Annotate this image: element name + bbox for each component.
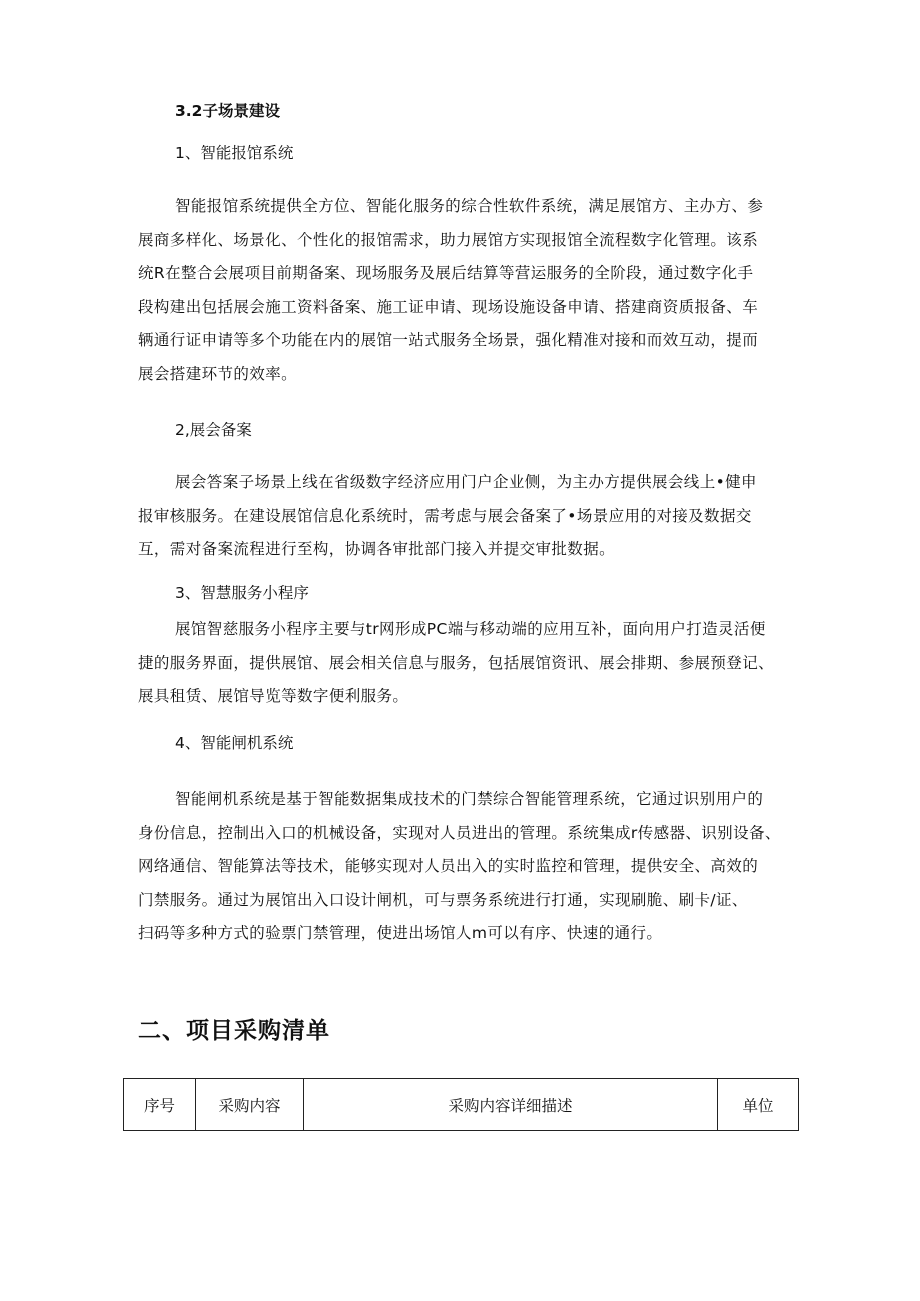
paragraph-line: 辆通行证申请等多个功能在内的展馆一站式服务全场景，强化精准对接和而效互动，提而 [138, 331, 759, 349]
paragraph-line: 网络通信、智能算法等技术，能够实现对人员出入的实时监控和管理，提供安全、高效的 [138, 857, 759, 875]
paragraph-line: 统R在整合会展项目前期备案、现场服务及展后结算等营运服务的全阶段，通过数字化手 [138, 264, 754, 282]
paragraph-2 [138, 466, 798, 567]
paragraph-line: 展会答案子场景上线在省级数字经济应用门户企业侧，为主办方提供展会线上•健申 [175, 473, 757, 491]
paragraph-line: 扫码等多种方式的验票门禁管理，使进出场馆人m可以有序、快速的通行。 [138, 924, 663, 942]
item-heading-4: 4、智能闸机系统 [175, 734, 294, 752]
item-heading-2: 2,展会备案 [175, 421, 252, 439]
header-cell-unit: 单位 [718, 1079, 799, 1131]
item-heading-1: 1、智能报馆系统 [175, 144, 294, 162]
table-header-row [124, 1079, 799, 1131]
section-title: 二、项目采购清单 [138, 1018, 330, 1044]
paragraph-3 [138, 613, 798, 714]
subsection-heading: 3.2子场景建设 [175, 102, 280, 120]
paragraph-line: 展会搭建环节的效率。 [138, 364, 298, 383]
paragraph-1 [138, 190, 798, 391]
paragraph-line: 智能报馆系统提供全方位、智能化服务的综合性软件系统，满足展馆方、主办方、参 [175, 197, 764, 215]
paragraph-line: 身份信息，控制出入口的机械设备，实现对人员进出的管理。系统集成r传感器、识别设备、 [138, 823, 781, 842]
paragraph-line: 展商多样化、场景化、个性化的报馆需求，助力展馆方实现报馆全流程数字化管理。该系 [138, 230, 759, 249]
paragraph-line: 互，需对备案流程进行至构，协调各审批部门接入并提交审批数据。 [138, 540, 616, 558]
paragraph-line: 捷的服务界面，提供展馆、展会相关信息与服务，包括展馆资讯、展会排期、参展预登记、 [138, 653, 775, 672]
paragraph-line: 报审核服务。在建设展馆信息化系统时，需考虑与展会备案了•场景应用的对接及数据交 [138, 506, 752, 525]
paragraph-line: 段构建出包括展会施工资料备案、施工证申请、现场设施设备申请、搭建商资质报备、车 [138, 297, 759, 316]
paragraph-4 [138, 783, 798, 951]
header-cell-description: 采购内容详细描述 [304, 1079, 718, 1131]
procurement-table [123, 1078, 799, 1131]
header-cell-content: 采购内容 [196, 1079, 304, 1131]
paragraph-line: 智能闸机系统是基于智能数据集成技术的门禁综合智能管理系统，它通过识别用户的 [175, 790, 764, 808]
paragraph-line: 展馆智慈服务小程序主要与tr网形成PC端与移动端的应用互补，面向用户打造灵活便 [175, 620, 766, 638]
header-cell-serial: 序号 [124, 1079, 196, 1131]
item-heading-3: 3、智慧服务小程序 [175, 584, 309, 602]
paragraph-line: 展具租赁、展馆导览等数字便利服务。 [138, 687, 409, 705]
paragraph-line: 门禁服务。通过为展馆出入口设计闸机，可与票务系统进行打通，实现刷脆、刷卡/证、 [138, 890, 748, 909]
